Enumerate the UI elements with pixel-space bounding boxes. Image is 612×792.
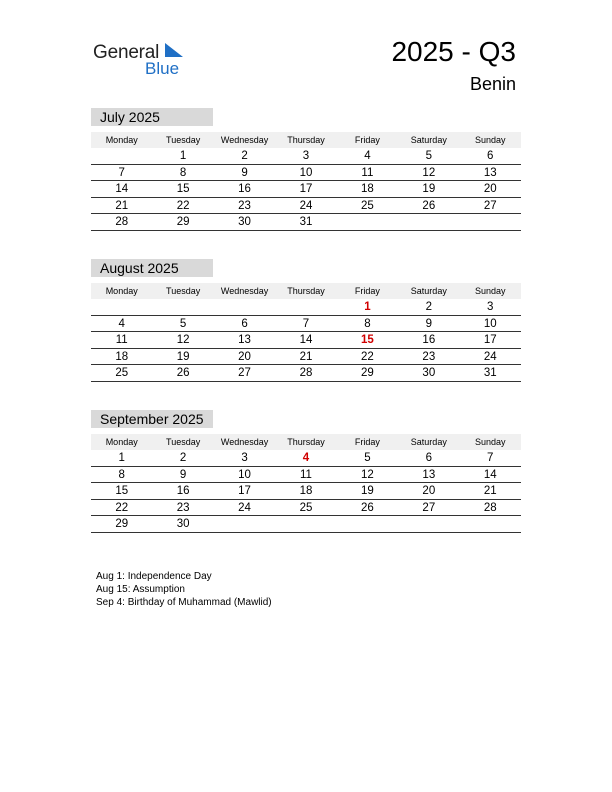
day-cell: 9: [179, 468, 187, 481]
month-title: September 2025: [91, 410, 213, 428]
day-cell: 10: [238, 468, 251, 481]
day-cell: 16: [176, 485, 190, 497]
weekday-label: Monday: [105, 286, 138, 296]
weekday-header: [91, 434, 521, 450]
country-name: Benin: [469, 74, 516, 94]
day-cell: 1: [179, 150, 187, 162]
day-cell: 3: [487, 301, 494, 313]
logo-text-general: General: [93, 42, 160, 63]
day-cell: 19: [176, 350, 190, 363]
day-cell: 30: [422, 367, 436, 379]
day-cell: 20: [238, 350, 251, 363]
day-cell: 9: [425, 317, 433, 330]
day-cell: 27: [238, 367, 251, 379]
week-row: [91, 198, 521, 215]
logo-text-blue: Blue: [145, 59, 180, 78]
weekday-label: Thursday: [287, 437, 325, 447]
day-cell: 13: [422, 468, 436, 481]
holiday-day-cell: 15: [361, 334, 374, 346]
day-cell: 18: [299, 485, 313, 497]
holiday-note: Sep 4: Birthday of Muhammad (Mawlid): [96, 597, 272, 608]
day-cell: 18: [115, 350, 129, 363]
weekday-label: Wednesday: [220, 135, 269, 145]
empty-day-cell: [398, 516, 459, 532]
day-cell: 12: [176, 334, 190, 346]
day-cell: 25: [115, 367, 129, 379]
day-cell: 20: [422, 485, 436, 497]
day-cell: 18: [361, 183, 374, 195]
month-block-august: [91, 259, 521, 382]
week-row: [91, 483, 521, 500]
day-cell: 11: [115, 334, 128, 346]
weekday-label: Sunday: [474, 286, 506, 296]
day-cell: 8: [179, 166, 187, 179]
day-cell: 17: [299, 183, 313, 195]
day-cell: 11: [300, 468, 312, 481]
day-cell: 31: [483, 367, 497, 379]
day-cell: 28: [115, 216, 129, 228]
brand-logo: [93, 40, 193, 80]
day-cell: 2: [425, 301, 433, 313]
day-cell: 10: [483, 317, 497, 330]
day-cell: 20: [483, 183, 497, 195]
day-cell: 24: [483, 350, 497, 363]
empty-day-cell: [214, 299, 275, 315]
day-cell: 21: [115, 199, 129, 212]
day-cell: 12: [361, 468, 374, 481]
day-cell: 10: [299, 166, 313, 179]
day-cell: 4: [364, 150, 371, 162]
week-row: [91, 500, 521, 517]
day-cell: 11: [361, 166, 374, 179]
day-cell: 28: [299, 367, 313, 379]
day-cell: 15: [176, 183, 190, 195]
week-row: [91, 349, 521, 366]
day-cell: 26: [422, 199, 436, 212]
day-cell: 16: [238, 183, 251, 195]
empty-day-cell: [152, 299, 213, 315]
day-cell: 25: [299, 501, 313, 514]
day-cell: 16: [422, 334, 436, 346]
day-cell: 28: [483, 501, 497, 514]
week-row: [91, 332, 521, 349]
month-weeks: [91, 148, 521, 231]
day-cell: 14: [115, 183, 129, 195]
month-block-july: [91, 108, 521, 231]
holiday-day-cell: 1: [364, 301, 371, 313]
week-row: [91, 299, 521, 316]
day-cell: 13: [238, 334, 251, 346]
day-cell: 26: [361, 501, 374, 514]
day-cell: 23: [238, 199, 251, 212]
week-row: [91, 467, 521, 484]
day-cell: 6: [425, 452, 433, 464]
week-row: [91, 516, 521, 533]
day-cell: 8: [364, 317, 371, 330]
weekday-label: Sunday: [474, 437, 506, 447]
day-cell: 17: [483, 334, 497, 346]
day-cell: 1: [118, 452, 125, 464]
week-row: [91, 181, 521, 198]
weekday-label: Saturday: [410, 135, 447, 145]
day-cell: 6: [241, 317, 248, 330]
empty-day-cell: [91, 148, 152, 164]
weekday-label: Friday: [354, 135, 380, 145]
week-row: [91, 316, 521, 333]
day-cell: 30: [238, 216, 251, 228]
day-cell: 7: [487, 452, 494, 464]
holiday-notes: [96, 570, 272, 609]
day-cell: 24: [238, 501, 251, 514]
day-cell: 14: [483, 468, 497, 481]
month-block-september: [91, 410, 521, 533]
page-title: 2025 - Q3: [391, 36, 516, 67]
day-cell: 27: [422, 501, 436, 514]
day-cell: 4: [118, 317, 125, 330]
weekday-label: Monday: [105, 135, 138, 145]
day-cell: 19: [361, 485, 374, 497]
day-cell: 2: [241, 150, 248, 162]
weekday-label: Thursday: [287, 286, 325, 296]
weekday-header: [91, 283, 521, 299]
weekday-label: Tuesday: [166, 437, 201, 447]
day-cell: 24: [299, 199, 313, 212]
empty-day-cell: [91, 299, 152, 315]
weekday-label: Tuesday: [166, 286, 201, 296]
empty-day-cell: [398, 214, 459, 230]
day-cell: 19: [422, 183, 436, 195]
weekday-label: Sunday: [474, 135, 506, 145]
day-cell: 6: [487, 150, 494, 162]
month-weeks: [91, 450, 521, 533]
day-cell: 5: [179, 317, 187, 330]
day-cell: 3: [241, 452, 248, 464]
day-cell: 13: [483, 166, 497, 179]
day-cell: 3: [302, 150, 310, 162]
empty-day-cell: [337, 214, 398, 230]
weekday-label: Tuesday: [166, 135, 201, 145]
week-row: [91, 214, 521, 231]
holiday-day-cell: 4: [302, 452, 310, 464]
weekday-label: Wednesday: [220, 437, 269, 447]
day-cell: 7: [118, 166, 125, 179]
month-weeks: [91, 299, 521, 382]
day-cell: 8: [118, 468, 125, 481]
day-cell: 22: [361, 350, 374, 363]
day-cell: 25: [361, 199, 374, 212]
day-cell: 29: [115, 518, 129, 530]
holiday-note: Aug 15: Assumption: [96, 584, 185, 595]
day-cell: 29: [176, 216, 190, 228]
day-cell: 21: [299, 350, 313, 363]
weekday-label: Thursday: [287, 135, 325, 145]
weekday-label: Saturday: [410, 437, 447, 447]
logo-triangle-icon: [163, 43, 183, 59]
day-cell: 17: [238, 485, 251, 497]
day-cell: 14: [299, 334, 313, 346]
weekday-header: [91, 132, 521, 148]
week-row: [91, 365, 521, 382]
day-cell: 29: [361, 367, 374, 379]
empty-day-cell: [275, 516, 336, 532]
day-cell: 21: [483, 485, 497, 497]
day-cell: 27: [483, 199, 497, 212]
weekday-label: Friday: [354, 286, 380, 296]
day-cell: 9: [241, 166, 248, 179]
day-cell: 15: [115, 485, 129, 497]
week-row: [91, 450, 521, 467]
empty-day-cell: [337, 516, 398, 532]
month-title: August 2025: [91, 259, 213, 277]
empty-day-cell: [460, 214, 521, 230]
empty-day-cell: [214, 516, 275, 532]
day-cell: 12: [422, 166, 436, 179]
day-cell: 30: [176, 518, 190, 530]
weekday-label: Wednesday: [220, 286, 269, 296]
weekday-label: Friday: [354, 437, 380, 447]
weekday-label: Saturday: [410, 286, 447, 296]
holiday-note: Aug 1: Independence Day: [96, 571, 212, 582]
week-row: [91, 165, 521, 182]
empty-day-cell: [460, 516, 521, 532]
day-cell: 23: [176, 501, 190, 514]
day-cell: 5: [364, 452, 371, 464]
week-row: [91, 148, 521, 165]
day-cell: 22: [115, 501, 129, 514]
empty-day-cell: [275, 299, 336, 315]
weekday-label: Monday: [105, 437, 138, 447]
month-title: July 2025: [91, 108, 213, 126]
day-cell: 22: [176, 199, 190, 212]
day-cell: 7: [302, 317, 310, 330]
day-cell: 26: [176, 367, 190, 379]
day-cell: 2: [179, 452, 187, 464]
day-cell: 31: [299, 216, 313, 228]
day-cell: 23: [422, 350, 436, 363]
day-cell: 5: [425, 150, 433, 162]
